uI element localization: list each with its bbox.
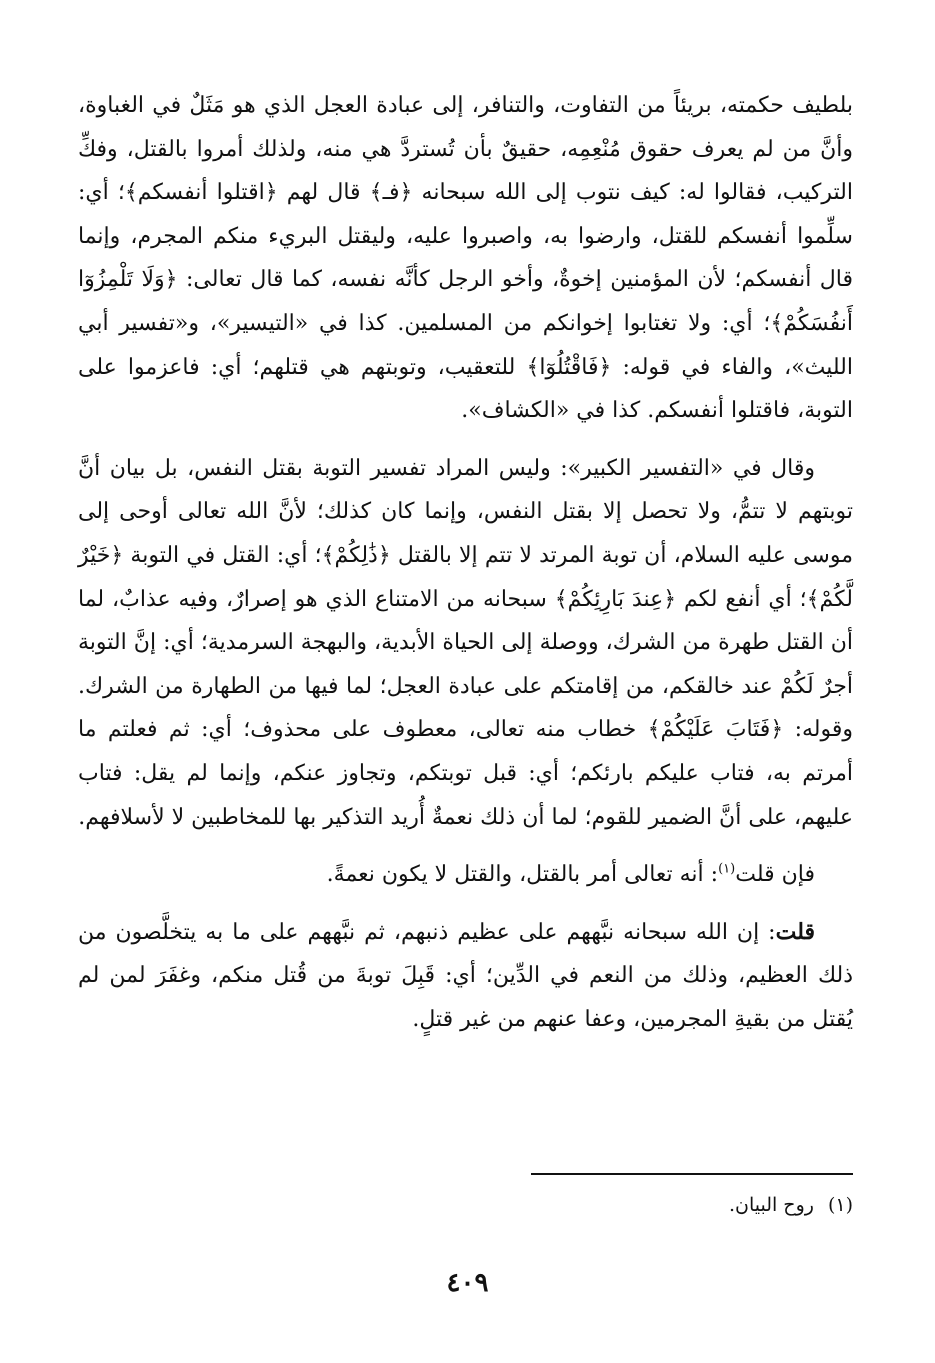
question-text: : أنه تعالى أمر بالقتل، والقتل لا يكون نعمةً. — [326, 862, 719, 888]
paragraph-3 — [78, 853, 853, 897]
question-lead: فإن قلت — [735, 862, 815, 888]
paragraph-2: وقال في «التفسير الكبير»: وليس المراد تفسير التوبة بقتل النفس، بل بيان أنَّ توبتهم لا تتمُّ، ولا تحصل إلا بقتل النفس، وإنما كان كذلك؛ لأنَّ الله تعالى أوحى إلى موسى عليه السلام، أن توبة المرتد لا تتم إلا بالقتل ﴿ذَٰلِكُمْ﴾؛ أي: القتل في التوبة ﴿خَيْرٌ لَّكُمْ﴾؛ أي أنفع لكم ﴿عِندَ بَارِئِكُمْ﴾ سبحانه من الامتناع الذي هو إصرارٌ، وفيه عذابٌ، لما أن القتل طهرة من الشرك، ووصلة إلى الحياة الأبدية، والبهجة السرمدية؛ أي: إنَّ التوبة أجرٌ لَكُمْ عند خالقكم، من إقامتكم على عبادة العجل؛ لما فيها من الطهارة من الشرك. وقوله: ﴿فَتَابَ عَلَيْكُمْ﴾ خطاب منه تعالى، معطوف على محذوف؛ أي: ثم فعلتم ما أمرتم به، فتاب عليكم بارئكم؛ أي: قبل توبتكم، وتجاوز عنكم، وإنما لم يقل: فتاب عليهم، على أنَّ الضمير للقوم؛ لما أن ذلك نعمةٌ أُريد التذكير بها للمخاطبين لا لأسلافهم. — [78, 455, 853, 830]
footnote-text: روح البيان. — [728, 1194, 814, 1216]
footnote-number: (١) — [827, 1194, 853, 1216]
footnote-reference[interactable]: (١) — [718, 861, 736, 877]
footnote-divider — [531, 1173, 853, 1175]
main-text — [78, 84, 853, 1041]
footnote — [78, 1190, 853, 1220]
answer-lead: قلت — [775, 918, 815, 945]
paragraph-1: بلطيف حكمته، بريئاً من التفاوت، والتنافر، إلى عبادة العجل الذي هو مَثَلٌ في الغباوة، وأنَّ من لم يعرف حقوق مُنْعِمِه، حقيقٌ بأن تُستردَّ هي منه، ولذلك أمروا بالقتل، وفكِّ التركيب، فقالوا له: كيف نتوب إلى الله سبحانه ﴿فـ﴾ قال لهم ﴿اقتلوا أنفسكم﴾؛ أي: سلِّموا أنفسكم للقتل، وارضوا به، واصبروا عليه، وليقتل البريء منكم المجرم، وإنما قال أنفسكم؛ لأن المؤمنين إخوةٌ، وأخو الرجل كأنَّه نفسه، كما قال تعالى: ﴿وَلَا تَلْمِزُوٓا أَنفُسَكُمْ﴾؛ أي: ولا تغتابوا إخوانكم من المسلمين. كذا في «التيسير»، و«تفسير أبي الليث»، والفاء في قوله: ﴿فَاقْتُلُوٓا﴾ للتعقيب، وتوبتهم هي قتلهم؛ أي: فاعزموا على التوبة، فاقتلوا أنفسكم. كذا في «الكشاف». — [78, 93, 853, 424]
answer-text: : إن الله سبحانه نبَّههم على عظيم ذنبهم، ثم نبَّههم على ما به يتخلَّصون من ذلك العظيم، وذلك من النعم في الدِّين؛ أي: قَبِلَ توبةَ من قُتل منكم، وغفَرَ لمن لم يُقتل من بقيةِ المجرمين، وعفا عنهم من غير قتلٍ. — [78, 919, 853, 1032]
page-number: ٤٠٩ — [446, 1268, 489, 1298]
paragraph-4 — [78, 911, 853, 1042]
